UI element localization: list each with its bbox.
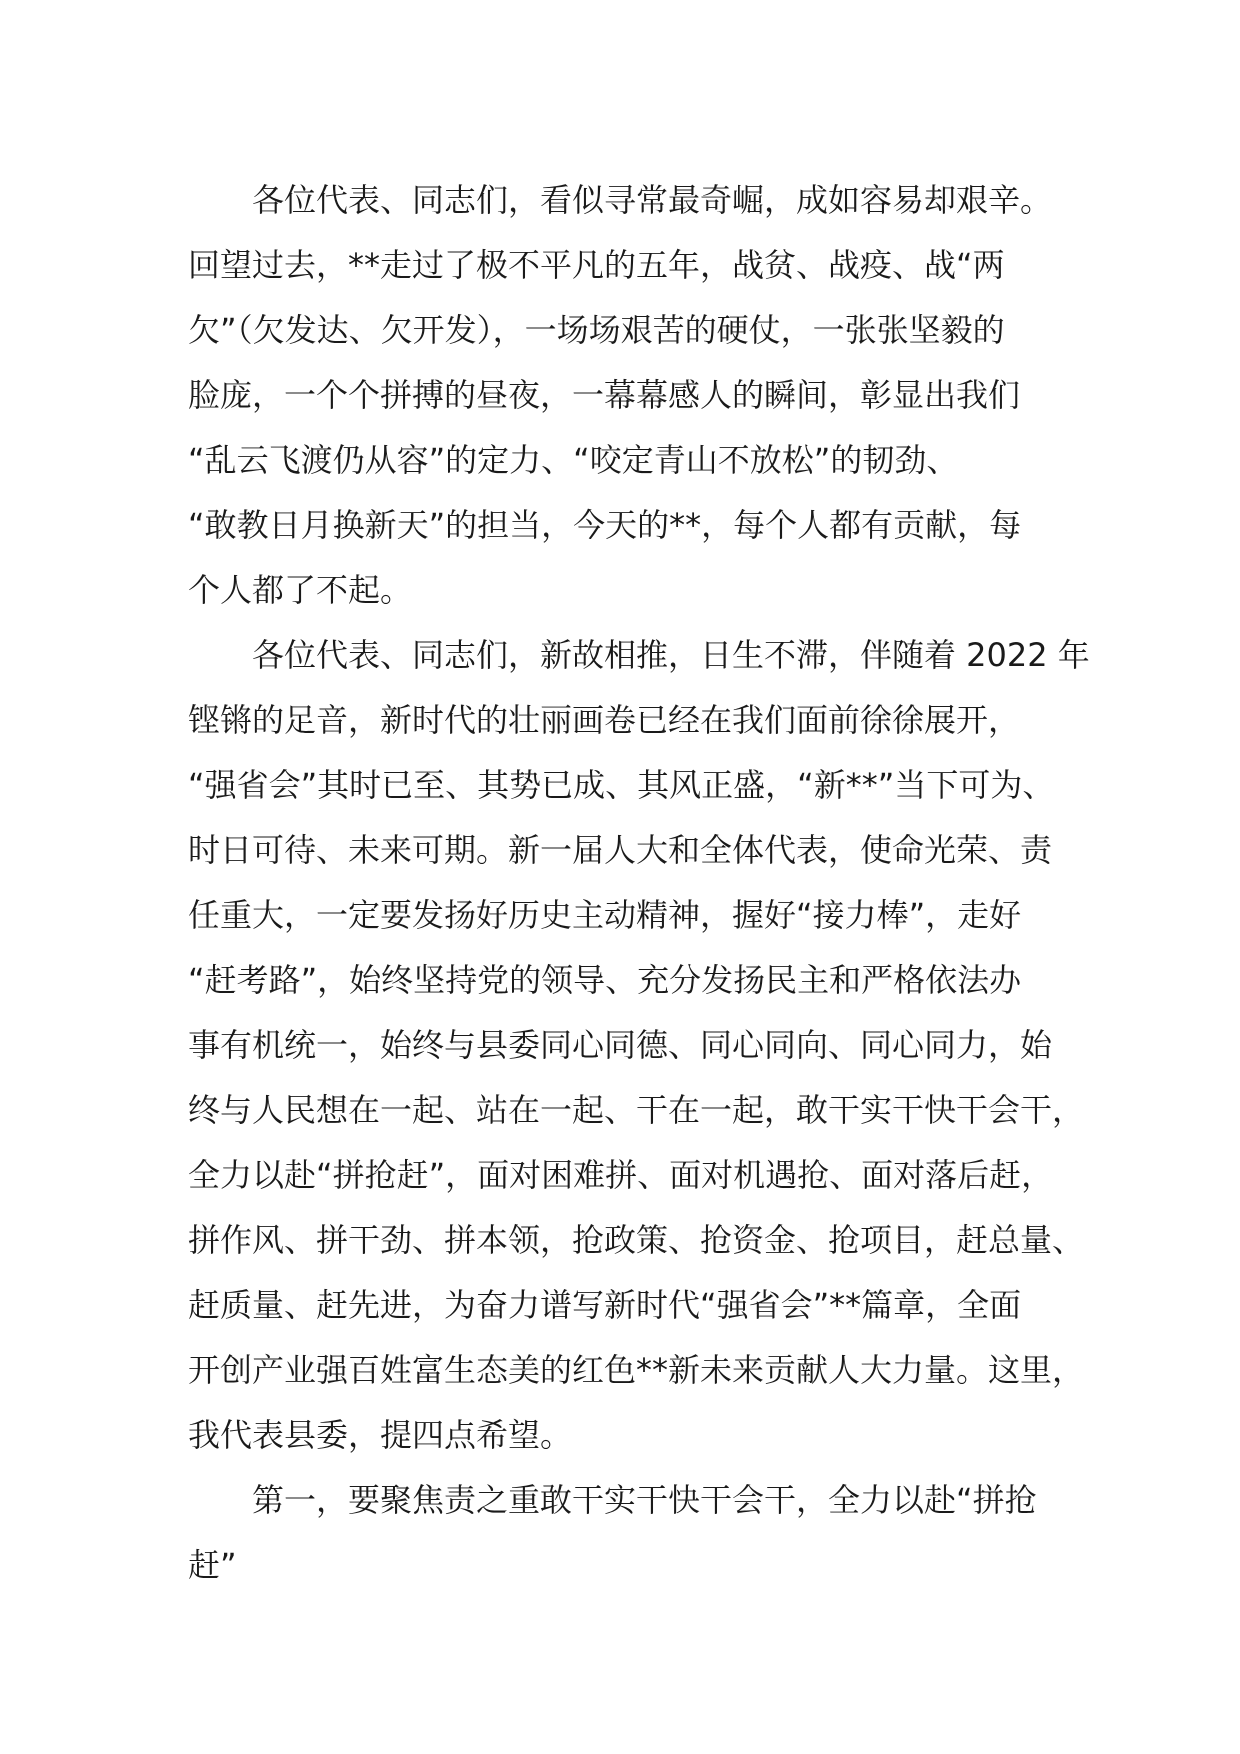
text-line: 欠”（欠发达、欠开发），一场场艰苦的硬仗，一张张坚毅的 <box>188 311 1005 349</box>
text-line: 赶” <box>188 1546 237 1584</box>
text-line: 终与人民想在一起、站在一起、干在一起，敢干实干快干会干， <box>188 1091 1085 1129</box>
paragraph-2 <box>188 623 1088 1468</box>
text-line: “强省会”其时已至、其势已成、其风正盛，“新**”当下可为、 <box>188 766 1055 804</box>
text-line: 各位代表、同志们，新故相推，日生不滞，伴随着 2022 年 <box>188 636 1090 674</box>
text-line: “赶考路”，始终坚持党的领导、充分发扬民主和严格依法办 <box>188 961 1022 999</box>
text-line: 拼作风、拼干劲、拼本领，抢政策、抢资金、抢项目，赶总量、 <box>188 1221 1085 1259</box>
text-line: 各位代表、同志们，看似寻常最奇崛，成如容易却艰辛。 <box>188 181 1053 219</box>
text-line: 赶质量、赶先进，为奋力谱写新时代“强省会”**篇章，全面 <box>188 1286 1022 1324</box>
paragraph-3 <box>188 1468 1088 1598</box>
text-line: 任重大，一定要发扬好历史主动精神，握好“接力棒”，走好 <box>188 896 1022 934</box>
text-line: 事有机统一，始终与县委同心同德、同心同向、同心同力，始 <box>188 1026 1053 1064</box>
text-line: 铿锵的足音，新时代的壮丽画卷已经在我们面前徐徐展开， <box>188 701 1021 739</box>
text-line: 时日可待、未来可期。新一届人大和全体代表，使命光荣、责 <box>188 831 1053 869</box>
text-line: “乱云飞渡仍从容”的定力、“咬定青山不放松”的韧劲、 <box>188 441 959 479</box>
paragraph-1 <box>188 168 1088 623</box>
text-line: 全力以赴“拼抢赶”，面对困难拼、面对机遇抢、面对落后赶， <box>188 1156 1054 1194</box>
text-line: “敢教日月换新天”的担当，今天的**，每个人都有贡献，每 <box>188 506 1022 544</box>
text-line: 个人都了不起。 <box>188 571 413 609</box>
text-line: 第一，要聚焦责之重敢干实干快干会干，全力以赴“拼抢 <box>188 1481 1037 1519</box>
document-body <box>188 168 1088 1598</box>
text-line: 回望过去，**走过了极不平凡的五年，战贫、战疫、战“两 <box>188 246 1005 284</box>
text-line: 脸庞，一个个拼搏的昼夜，一幕幕感人的瞬间，彰显出我们 <box>188 376 1021 414</box>
text-line: 我代表县委，提四点希望。 <box>188 1416 573 1454</box>
text-line: 开创产业强百姓富生态美的红色**新未来贡献人大力量。这里， <box>188 1351 1085 1389</box>
